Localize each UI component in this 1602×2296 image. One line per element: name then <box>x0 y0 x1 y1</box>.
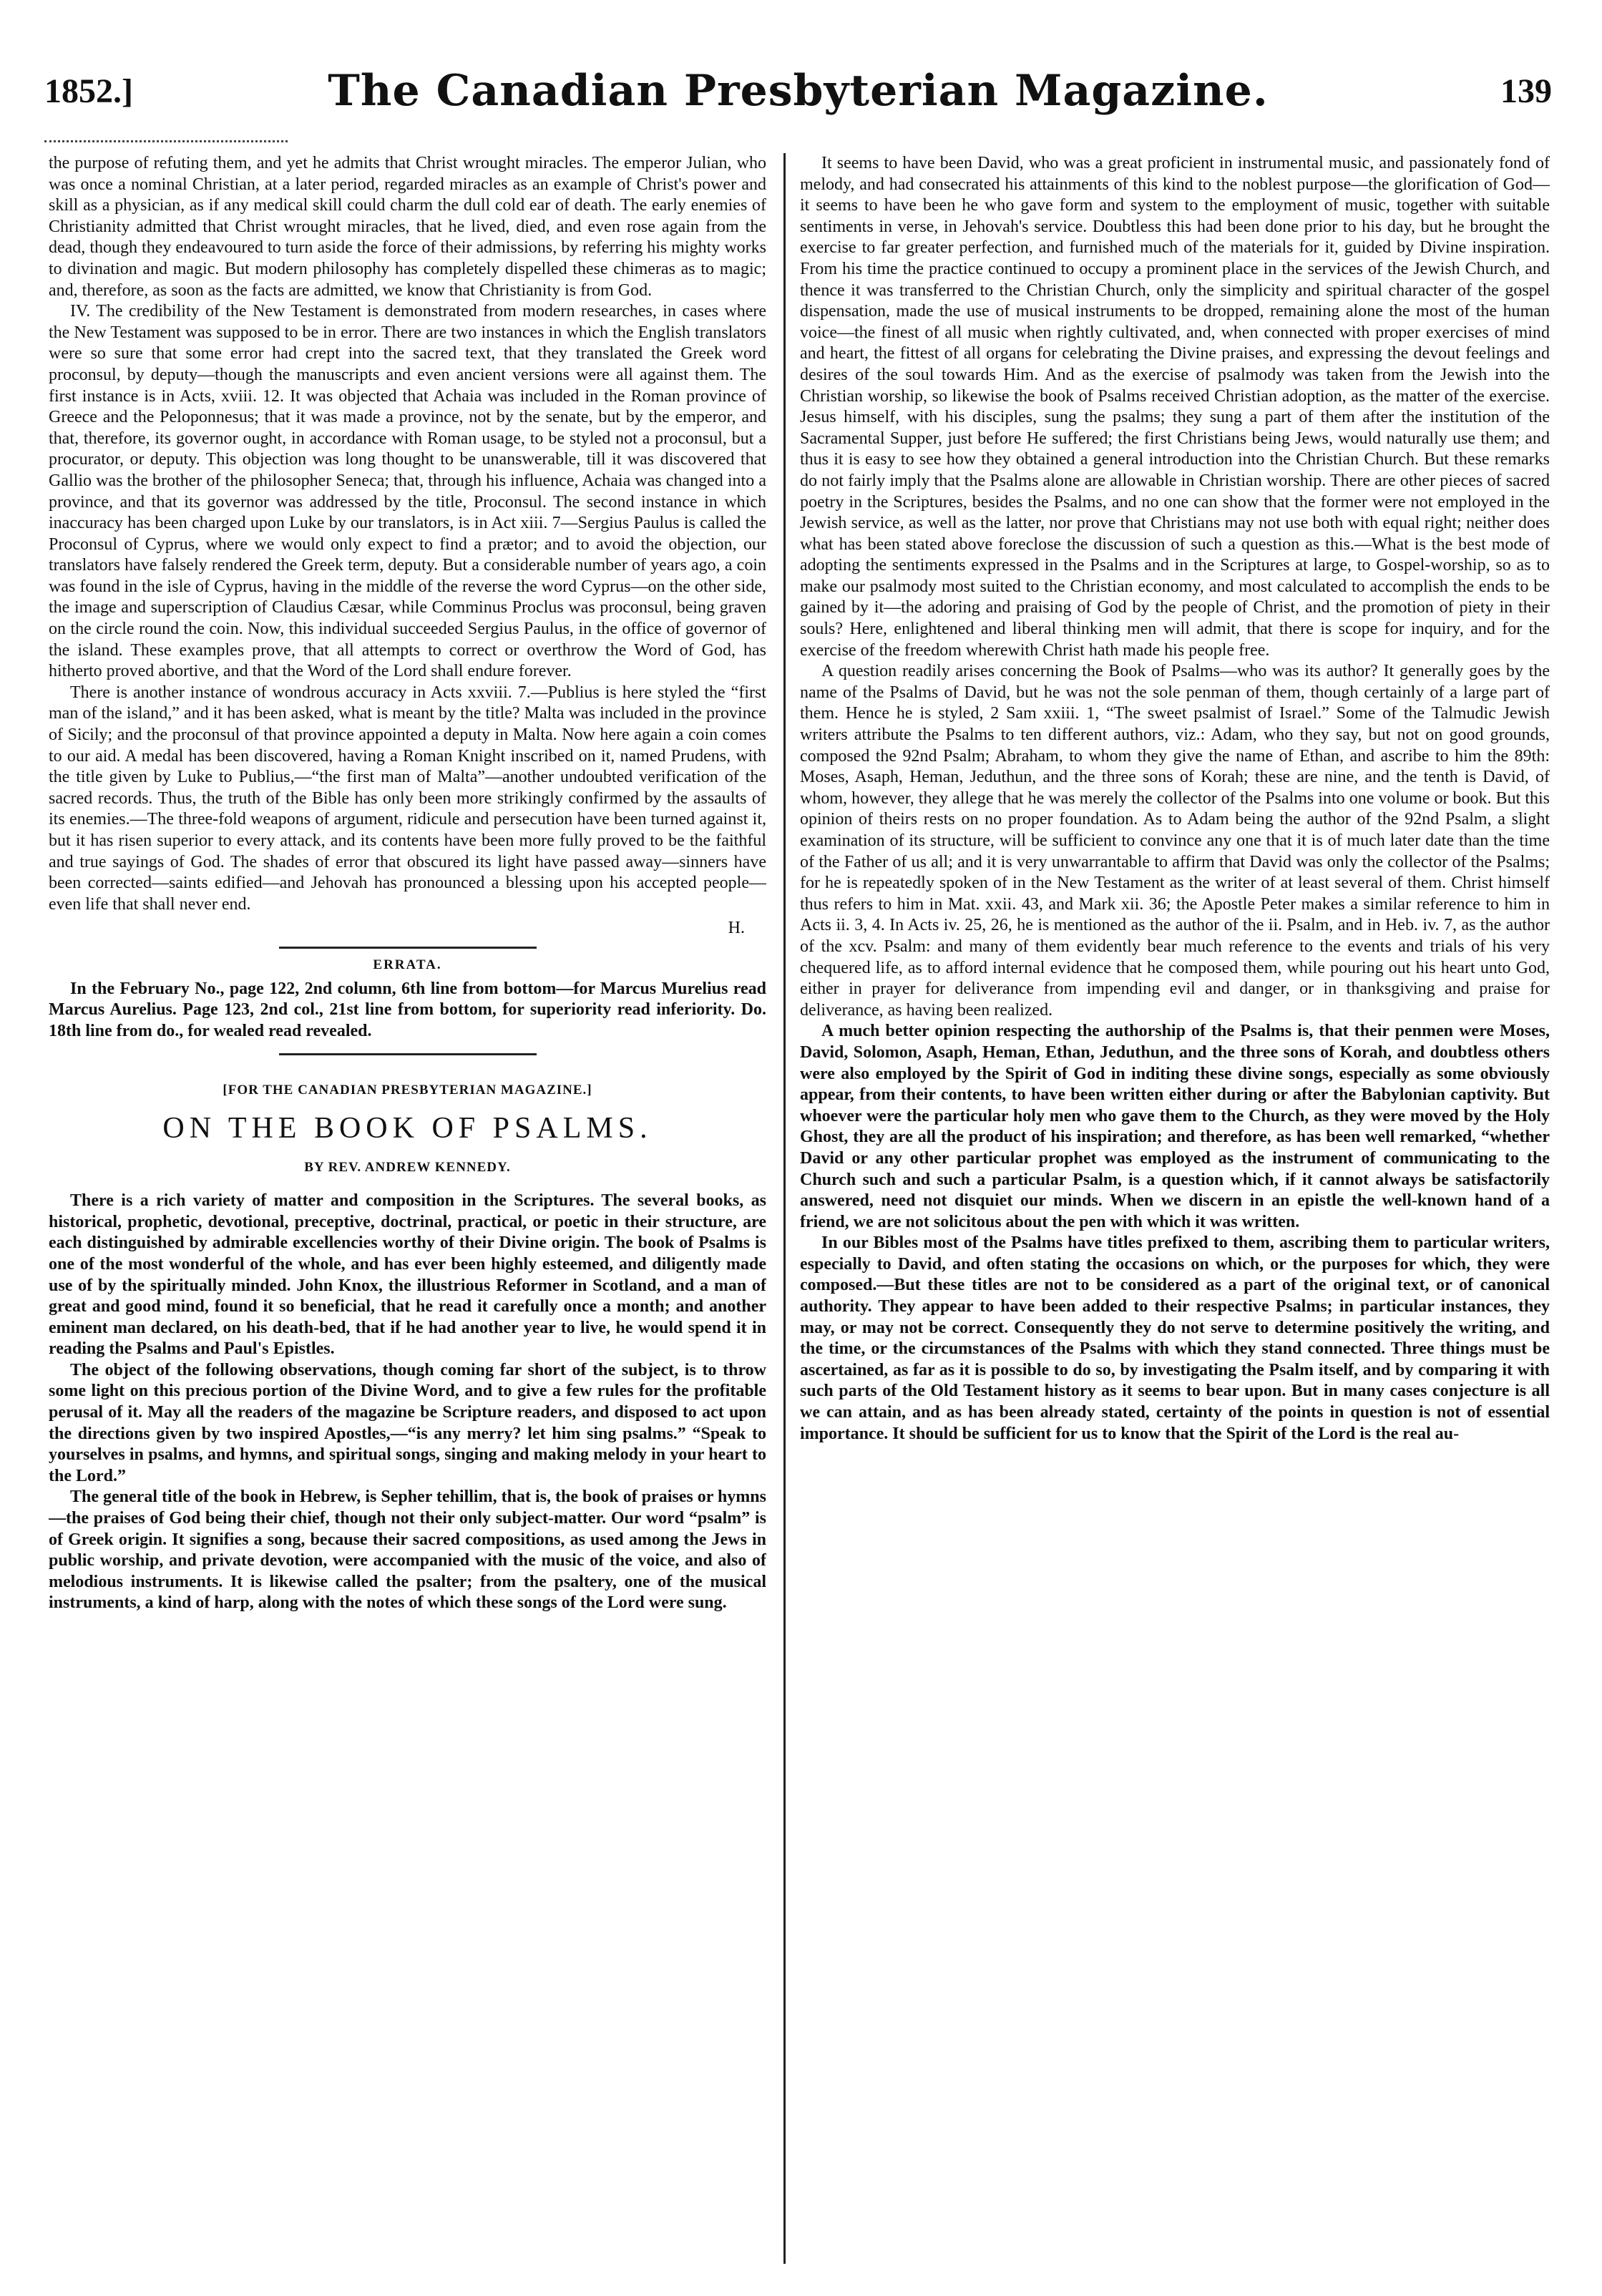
body-paragraph: In our Bibles most of the Psalms have titles prefixed to them, ascribing them to particular writers, especially to David, and often stating the occasions on which, or the purposes for which, they were composed.—But these titles are not to be considered as a part of the original text, or of canonical authority. They appear to have been added to their respective Psalms; in particular instances, they may, or may not be correct. Consequently they do not serve to determine positively the writing, and the time, or the circumstances of the Psalms with which they stand connected. Three things must be ascertained, as far as it is possible to do so, by investigating the Psalm itself, and by comparing it with such parts of the Old Testament history as it seems to bear upon. But in many cases conjecture is all we can attain, and as has been already stated, certainty of the points in question is not of essential importance. It should be sufficient for us to know that the Spirit of the Lord is the real au- <box>800 1234 1550 1443</box>
left-column <box>49 153 766 2264</box>
running-header <box>44 66 1552 135</box>
article-paragraph: There is a rich variety of matter and composition in the Scriptures. The several books, as historical, prophetic, devotional, preceptive, doctrinal, practical, or poetic in their structure, are each distinguished by admirable excellencies worthy of their Divine origin. The book of Psalms is one of the most wonderful of the whole, and has ever been highly esteemed, and diligently made use of by the spiritually minded. John Knox, the illustrious Reformer in Scotland, and a man of great and good mind, found it so beneficial, that he read it carefully once a month; and another eminent man declared, on his death-bed, that if he had another year to live, he would spend it in reading the Psalms and Paul's Epistles. <box>49 1191 766 1359</box>
header-year: 1852.] <box>44 72 133 110</box>
body-paragraph: It seems to have been David, who was a great proficient in instrumental music, and passionately fond of melody, and had consecrated his attainments of this kind to the noblest purpose—the glorification of God—it seems to have been he who gave form and system to the employment of music, together with suitable sentiments in verse, in Jehovah's service. Doubtless this had been done prior to his day, but he brought the exercise to far greater perfection, and furnished much of the materials for it, guided by Divine inspiration. From his time the practice continued to occupy a prominent place in the services of the Jewish Church, and thence it was transferred to the Christian Church, only the simplicity and spiritual character of the gospel dispensation, made the use of musical instruments to be dropped, remaining alone the most of the human voice—the finest of all music when rightly cultivated, and, when connected with proper exercises of mind and heart, the fittest of all organs for celebrating the Divine praises, and expressing the devout feelings and desires of the soul towards Him. And as the exercise of psalmody was taken from the Jewish into the Christian worship, so likewise the book of Psalms received Christian adoption, as the matter of the exercise. Jesus himself, with his disciples, sung the psalms; they sung a part of them after the institution of the Sacramental Supper, just before He suffered; the first Christians being Jews, would naturally use them; and thus it is easy to see how they obtained a general introduction into the Christian Church. But these remarks do not fairly imply that the Psalms alone are allowable in Christian worship. There are other pieces of sacred poetry in the Scriptures, besides the Psalms, and no one can show that the former were not employed in the Jewish service, as well as the latter, nor prove that Christians may not use both with equal right; neither does what has been stated above foreclose the discussion of such a question as this.—What is the best mode of adopting the sentiments expressed in the Psalms and in the Scriptures at large, to Gospel-worship, so as to make our psalmody most suited to the Christian economy, and most calculated to accomplish the ends to be gained by it—the adoring and praising of God by the people of Christ, and the promotion of piety in their souls? Here, enlightened and liberal thinking men will admit, that there is scope for inquiry, and for the exercise of the freedom wherewith Christ hath made his people free. <box>800 154 1550 660</box>
right-column <box>800 153 1550 2264</box>
continued-paragraph: the purpose of refuting them, and yet he admits that Christ wrought miracles. The emperor Julian, who was once a nominal Christian, at a later period, regarded miracles as an example of Christ's power and skill as a physician, as if any medical skill could charm the dull cold ear of death. The early enemies of Christianity admitted that Christ wrought miracles, that he lived, died, and even rose again from the dead, though they endeavoured to turn aside the force of their admissions, by referring his mighty works to divination and magic. But modern philosophy has completely dispelled these chimeras as to magic; and, therefore, as soon as the facts are admitted, we know that Christianity is from God. <box>49 154 766 300</box>
header-rule <box>44 140 288 142</box>
body-paragraph: IV. The credibility of the New Testament is demonstrated from modern researches, in cases where the New Testament was supposed to be in error. There are two instances in which the English translators were so sure that some error had crept into the sacred text, that they translated the Greek word proconsul, by deputy—though the manuscripts and even ancient versions were all against them. The first instance is in Acts, xviii. 12. It was objected that Achaia was included in the Roman province of Greece and the Peloponnesus; that it was made a province, not by the senate, but by the emperor, and that, therefore, its governor ought, in accordance with Roman usage, to be styled not a proconsul, but a procurator, or deputy. This objection was long thought to be unanswerable, till it was discovered that Gallio was the brother of the philosopher Seneca; that, through his influence, Achaia was changed into a province, and that its governor was addressed by the title, Proconsul. The second instance in which inaccuracy has been charged upon Luke by our translators, is in Act xiii. 7—Sergius Paulus is called the Proconsul of Cyprus, where we would only expect to find a prætor; and to avoid the objection, our translators have falsely rendered the Greek term, deputy. But a considerable number of years ago, a coin was found in the isle of Cyprus, having in the middle of the reverse the word Cyprus—on the other side, the image and superscription of Claudius Cæsar, while Comminus Proclus was proconsul, being graven on the circle round the coin. Now, this individual succeeded Sergius Paulus, in the office of governor of the island. These examples prove, that all attempts to correct or overthrow the Word of God, has hitherto proved abortive, and that the Word of the Lord shall endure forever. <box>49 302 766 681</box>
article-source-line: [FOR THE CANADIAN PRESBYTERIAN MAGAZINE.] <box>223 1083 592 1098</box>
article-title: ON THE BOOK OF PSALMS. <box>162 1111 653 1145</box>
column-divider <box>783 153 786 2264</box>
body-paragraph: A question readily arises concerning the Book of Psalms—who was its author? It generally goes by the name of the Psalms of David, but he was not the sole penman of them, though certainly of a large part of them. Hence he is styled, 2 Sam xxiii. 1, “The sweet psalmist of Israel.” Some of the Talmudic Jewish writers attribute the Psalms to ten different authors, viz.: Adam, who they say, but not on good grounds, composed the 92nd Psalm; Abraham, to whom they give the name of Ethan, and ascribe to him the 89th: Moses, Asaph, Heman, Jeduthun, and the three sons of Korah; these are nine, and the tenth is David, of whom, however, they allege that he was merely the collector of the Psalms into one volume or book. But this opinion of theirs rests on no proper foundation. As to Adam being the author of the 92nd Psalm, a slight examination of its structure, will be sufficient to convince any one that it is of much later date than the time of the Father of us all; and it is very unwarrantable to affirm that David was only the collector of the Psalms; for he is repeatedly spoken of in the New Testament as the writer of at least several of them. Christ himself thus refers to him in Mat. xxii. 43, and Mark xii. 36; the Apostle Peter makes a similar reference to him in Acts ii. 3, 4. In Acts iv. 25, 26, he is mentioned as the author of the ii. Psalm, and in Heb. iv. 7, as the author of the xcv. Psalm: and many of them evidently bear much reference to the events and trials of his very chequered life, as to afford internal evidence that he composed them, while pouring out his heart unto God, either in prayer for deliverance from impending evil and danger, or in thanksgiving and praise for deliverance, as having been realized. <box>800 662 1550 1020</box>
magazine-title: The Canadian Presbyterian Magazine. <box>328 66 1269 116</box>
article-paragraph: The object of the following observations, though coming far short of the subject, is to throw some light on this precious portion of the Divine Word, and to give a few rules for the profitable perusal of it. May all the readers of the magazine be Scripture readers, and disposed to act upon the directions given by two inspired Apostles,—“is any merry? let him sing psalms.” “Speak to yourselves in psalms, and hymns, and spiritual songs, singing and making melody in your heart to the Lord.” <box>49 1360 766 1485</box>
article-byline: BY REV. ANDREW KENNEDY. <box>304 1159 511 1175</box>
section-divider <box>279 947 537 949</box>
section-divider <box>279 1053 537 1055</box>
errata-text: In the February No., page 122, 2nd column, 6th line from bottom—for Marcus Murelius read Marcus Aurelius. Page 123, 2nd col., 21st line from bottom, for superiority read inferiority. Do. 18th line from do., for wealed read revealed. <box>49 979 766 1040</box>
errata-heading: ERRATA. <box>373 957 442 972</box>
body-paragraph: There is another instance of wondrous accuracy in Acts xxviii. 7.—Publius is here styled the “first man of the island,” and it has been asked, what is meant by the title? Malta was included in the province of Sicily; and the proconsul of that province appointed a deputy in Malta. Now here again a coin comes to our aid. A medal has been discovered, having a Roman Knight inscribed on it, named Prudens, with the title given by Luke to Publius,—“the first man of Malta”—another undoubted verification of the sacred records. Thus, the truth of the Bible has only been more strikingly confirmed by the assaults of its enemies.—The three-fold weapons of argument, ridicule and persecution have been turned against it, but it has risen superior to every attack, and its contents have been more fully proved to be the faithful and true sayings of God. The shades of error that obscured its light have passed away—sinners have been corrected—saints edified—and Jehovah has pronounced a blessing upon his accepted people—even life that shall never end. <box>49 683 766 914</box>
body-paragraph: A much better opinion respecting the authorship of the Psalms is, that their penmen were Moses, David, Solomon, Asaph, Heman, Ethan, Jeduthun, and the three sons of Korah, and doubtless others were also employed by the Spirit of God in inditing these divine songs, especially as some obviously appear, from their contents, to have been written either during or after the Babylonian captivity. But whoever were the particular holy men who gave them to the Church, as they were moved by the Holy Ghost, they are all the product of his inspiration; and therefore, as has been well remarked, “whether David or any other particular prophet was employed as the instrument of communicating to the Church such and such a particular Psalm, is a question which, if it cannot always be satisfactorily answered, need not disquiet our minds. When we discern in an epistle the well-known hand of a friend, we are not solicitous about the pen with which it was written. <box>800 1022 1550 1231</box>
article-paragraph: The general title of the book in Hebrew, is Sepher tehillim, that is, the book of praises or hymns—the praises of God being their chief, though not their only subject-matter. Our word “psalm” is of Greek origin. It signifies a song, because their sacred compositions, as used among the Jews in public worship, and private devotion, were accompanied with the music of the voice, and also of melodious instruments. It is likewise called the psalter; from the psaltery, one of the musical instruments, a kind of harp, along with the notes of which these songs of the Lord were sung. <box>49 1487 766 1613</box>
page-number: 139 <box>1500 72 1552 110</box>
author-signature: H. <box>728 919 745 938</box>
